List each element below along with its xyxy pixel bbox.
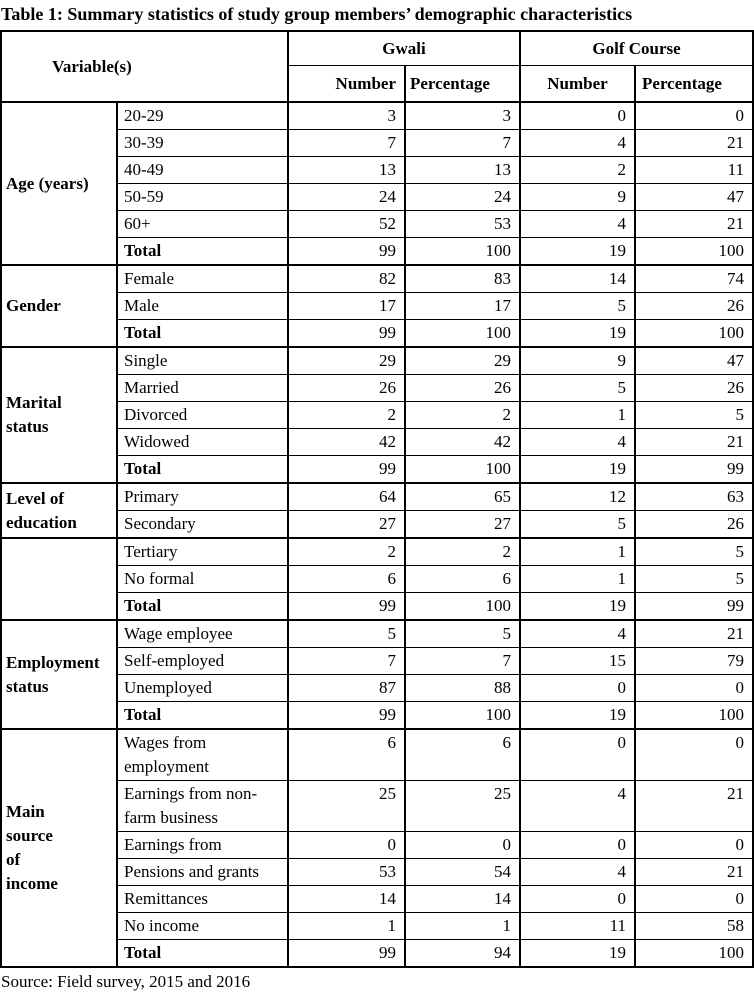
value-cell: 100 — [405, 456, 520, 484]
value-cell: 100 — [405, 702, 520, 730]
value-cell: 99 — [288, 940, 405, 968]
subheader-golf-number: Number — [520, 66, 635, 103]
value-cell: 0 — [635, 886, 753, 913]
value-cell: 6 — [405, 566, 520, 593]
value-cell: 42 — [288, 429, 405, 456]
value-cell: 19 — [520, 593, 635, 621]
value-cell: 1 — [520, 402, 635, 429]
value-cell: 0 — [635, 729, 753, 781]
category-cell: Total — [117, 320, 288, 348]
value-cell: 6 — [288, 729, 405, 781]
value-cell: 26 — [635, 511, 753, 539]
value-cell: 2 — [288, 402, 405, 429]
category-cell: Unemployed — [117, 675, 288, 702]
value-cell: 100 — [635, 702, 753, 730]
group-header-gwali: Gwali — [288, 31, 520, 66]
value-cell: 11 — [520, 913, 635, 940]
table-row — [1, 483, 753, 511]
table-row — [1, 538, 753, 566]
table-row — [1, 729, 753, 781]
variable-cell: Level of education — [1, 483, 117, 538]
value-cell: 13 — [288, 157, 405, 184]
value-cell: 15 — [520, 648, 635, 675]
value-cell: 100 — [635, 320, 753, 348]
value-cell: 0 — [635, 675, 753, 702]
value-cell: 13 — [405, 157, 520, 184]
category-cell: Earnings from — [117, 832, 288, 859]
value-cell: 5 — [520, 375, 635, 402]
table-row — [1, 620, 753, 648]
category-cell: Total — [117, 940, 288, 968]
category-cell: 20-29 — [117, 102, 288, 130]
value-cell: 14 — [520, 265, 635, 293]
value-cell: 26 — [288, 375, 405, 402]
value-cell: 100 — [635, 940, 753, 968]
value-cell: 1 — [520, 538, 635, 566]
category-cell: 50-59 — [117, 184, 288, 211]
category-cell: No income — [117, 913, 288, 940]
value-cell: 19 — [520, 456, 635, 484]
value-cell: 2 — [405, 402, 520, 429]
category-cell: Single — [117, 347, 288, 375]
category-cell: Total — [117, 593, 288, 621]
value-cell: 0 — [635, 832, 753, 859]
value-cell: 29 — [288, 347, 405, 375]
category-cell: Pensions and grants — [117, 859, 288, 886]
table-row — [1, 102, 753, 130]
value-cell: 7 — [288, 130, 405, 157]
category-cell: Total — [117, 238, 288, 266]
variable-header-cell: Variable(s) — [1, 31, 288, 102]
source-note: Source: Field survey, 2015 and 2016 — [1, 972, 251, 991]
category-cell: 60+ — [117, 211, 288, 238]
value-cell: 0 — [520, 102, 635, 130]
value-cell: 6 — [288, 566, 405, 593]
value-cell: 5 — [405, 620, 520, 648]
value-cell: 24 — [288, 184, 405, 211]
value-cell: 7 — [405, 130, 520, 157]
value-cell: 53 — [288, 859, 405, 886]
value-cell: 27 — [405, 511, 520, 539]
value-cell: 5 — [288, 620, 405, 648]
category-cell: Wage employee — [117, 620, 288, 648]
value-cell: 5 — [520, 293, 635, 320]
value-cell: 64 — [288, 483, 405, 511]
category-cell: Primary — [117, 483, 288, 511]
category-cell: Widowed — [117, 429, 288, 456]
value-cell: 5 — [635, 538, 753, 566]
category-cell: Tertiary — [117, 538, 288, 566]
value-cell: 53 — [405, 211, 520, 238]
value-cell: 25 — [405, 781, 520, 832]
value-cell: 6 — [405, 729, 520, 781]
variable-cell: Marital status — [1, 347, 117, 483]
value-cell: 82 — [288, 265, 405, 293]
table-header — [1, 31, 753, 102]
value-cell: 5 — [635, 402, 753, 429]
category-cell: Female — [117, 265, 288, 293]
subheader-gwali-percentage: Percentage — [405, 66, 520, 103]
category-cell: 40-49 — [117, 157, 288, 184]
value-cell: 99 — [288, 238, 405, 266]
value-cell: 12 — [520, 483, 635, 511]
variable-cell — [1, 538, 117, 620]
value-cell: 25 — [288, 781, 405, 832]
value-cell: 94 — [405, 940, 520, 968]
variable-cell: Main source of income — [1, 729, 117, 967]
value-cell: 47 — [635, 347, 753, 375]
value-cell: 0 — [405, 832, 520, 859]
value-cell: 0 — [520, 729, 635, 781]
category-cell: Total — [117, 456, 288, 484]
value-cell: 14 — [405, 886, 520, 913]
value-cell: 47 — [635, 184, 753, 211]
subheader-golf-percentage: Percentage — [635, 66, 753, 103]
value-cell: 4 — [520, 859, 635, 886]
category-cell: Male — [117, 293, 288, 320]
category-cell: Wages from employment — [117, 729, 288, 781]
value-cell: 26 — [405, 375, 520, 402]
value-cell: 21 — [635, 620, 753, 648]
value-cell: 1 — [288, 913, 405, 940]
value-cell: 26 — [635, 375, 753, 402]
table-row — [1, 265, 753, 293]
value-cell: 19 — [520, 702, 635, 730]
value-cell: 99 — [288, 593, 405, 621]
value-cell: 100 — [405, 238, 520, 266]
demographics-table — [0, 30, 754, 968]
table-title: Table 1: Summary statistics of study group members’ demographic characteristics — [1, 4, 633, 24]
value-cell: 19 — [520, 320, 635, 348]
value-cell: 0 — [520, 886, 635, 913]
value-cell: 74 — [635, 265, 753, 293]
value-cell: 0 — [635, 102, 753, 130]
value-cell: 26 — [635, 293, 753, 320]
variable-cell: Employment status — [1, 620, 117, 729]
category-cell: Remittances — [117, 886, 288, 913]
category-cell: Secondary — [117, 511, 288, 539]
value-cell: 21 — [635, 130, 753, 157]
value-cell: 0 — [520, 675, 635, 702]
value-cell: 7 — [288, 648, 405, 675]
value-cell: 99 — [635, 456, 753, 484]
value-cell: 2 — [405, 538, 520, 566]
value-cell: 4 — [520, 211, 635, 238]
value-cell: 1 — [405, 913, 520, 940]
value-cell: 99 — [635, 593, 753, 621]
value-cell: 21 — [635, 429, 753, 456]
value-cell: 42 — [405, 429, 520, 456]
value-cell: 2 — [520, 157, 635, 184]
value-cell: 54 — [405, 859, 520, 886]
value-cell: 27 — [288, 511, 405, 539]
value-cell: 1 — [520, 566, 635, 593]
category-cell: 30-39 — [117, 130, 288, 157]
value-cell: 100 — [405, 320, 520, 348]
value-cell: 99 — [288, 320, 405, 348]
value-cell: 21 — [635, 211, 753, 238]
value-cell: 63 — [635, 483, 753, 511]
group-header-golf-course: Golf Course — [520, 31, 753, 66]
value-cell: 100 — [405, 593, 520, 621]
category-cell: Total — [117, 702, 288, 730]
value-cell: 17 — [405, 293, 520, 320]
value-cell: 99 — [288, 456, 405, 484]
value-cell: 4 — [520, 781, 635, 832]
subheader-gwali-number: Number — [288, 66, 405, 103]
value-cell: 9 — [520, 347, 635, 375]
value-cell: 4 — [520, 620, 635, 648]
value-cell: 87 — [288, 675, 405, 702]
value-cell: 52 — [288, 211, 405, 238]
table-body — [1, 102, 753, 967]
value-cell: 19 — [520, 940, 635, 968]
variable-cell: Gender — [1, 265, 117, 347]
value-cell: 21 — [635, 781, 753, 832]
value-cell: 3 — [288, 102, 405, 130]
category-cell: Earnings from non-farm business — [117, 781, 288, 832]
value-cell: 58 — [635, 913, 753, 940]
value-cell: 0 — [520, 832, 635, 859]
value-cell: 7 — [405, 648, 520, 675]
value-cell: 4 — [520, 429, 635, 456]
header-group-row — [1, 31, 753, 66]
category-cell: Self-employed — [117, 648, 288, 675]
value-cell: 79 — [635, 648, 753, 675]
value-cell: 100 — [635, 238, 753, 266]
variable-cell: Age (years) — [1, 102, 117, 265]
value-cell: 99 — [288, 702, 405, 730]
value-cell: 0 — [288, 832, 405, 859]
value-cell: 4 — [520, 130, 635, 157]
value-cell: 17 — [288, 293, 405, 320]
value-cell: 83 — [405, 265, 520, 293]
table-row — [1, 347, 753, 375]
value-cell: 11 — [635, 157, 753, 184]
category-cell: No formal — [117, 566, 288, 593]
value-cell: 5 — [520, 511, 635, 539]
value-cell: 19 — [520, 238, 635, 266]
value-cell: 21 — [635, 859, 753, 886]
value-cell: 5 — [635, 566, 753, 593]
value-cell: 65 — [405, 483, 520, 511]
value-cell: 14 — [288, 886, 405, 913]
value-cell: 29 — [405, 347, 520, 375]
category-cell: Divorced — [117, 402, 288, 429]
category-cell: Married — [117, 375, 288, 402]
value-cell: 9 — [520, 184, 635, 211]
value-cell: 88 — [405, 675, 520, 702]
value-cell: 24 — [405, 184, 520, 211]
value-cell: 3 — [405, 102, 520, 130]
value-cell: 2 — [288, 538, 405, 566]
